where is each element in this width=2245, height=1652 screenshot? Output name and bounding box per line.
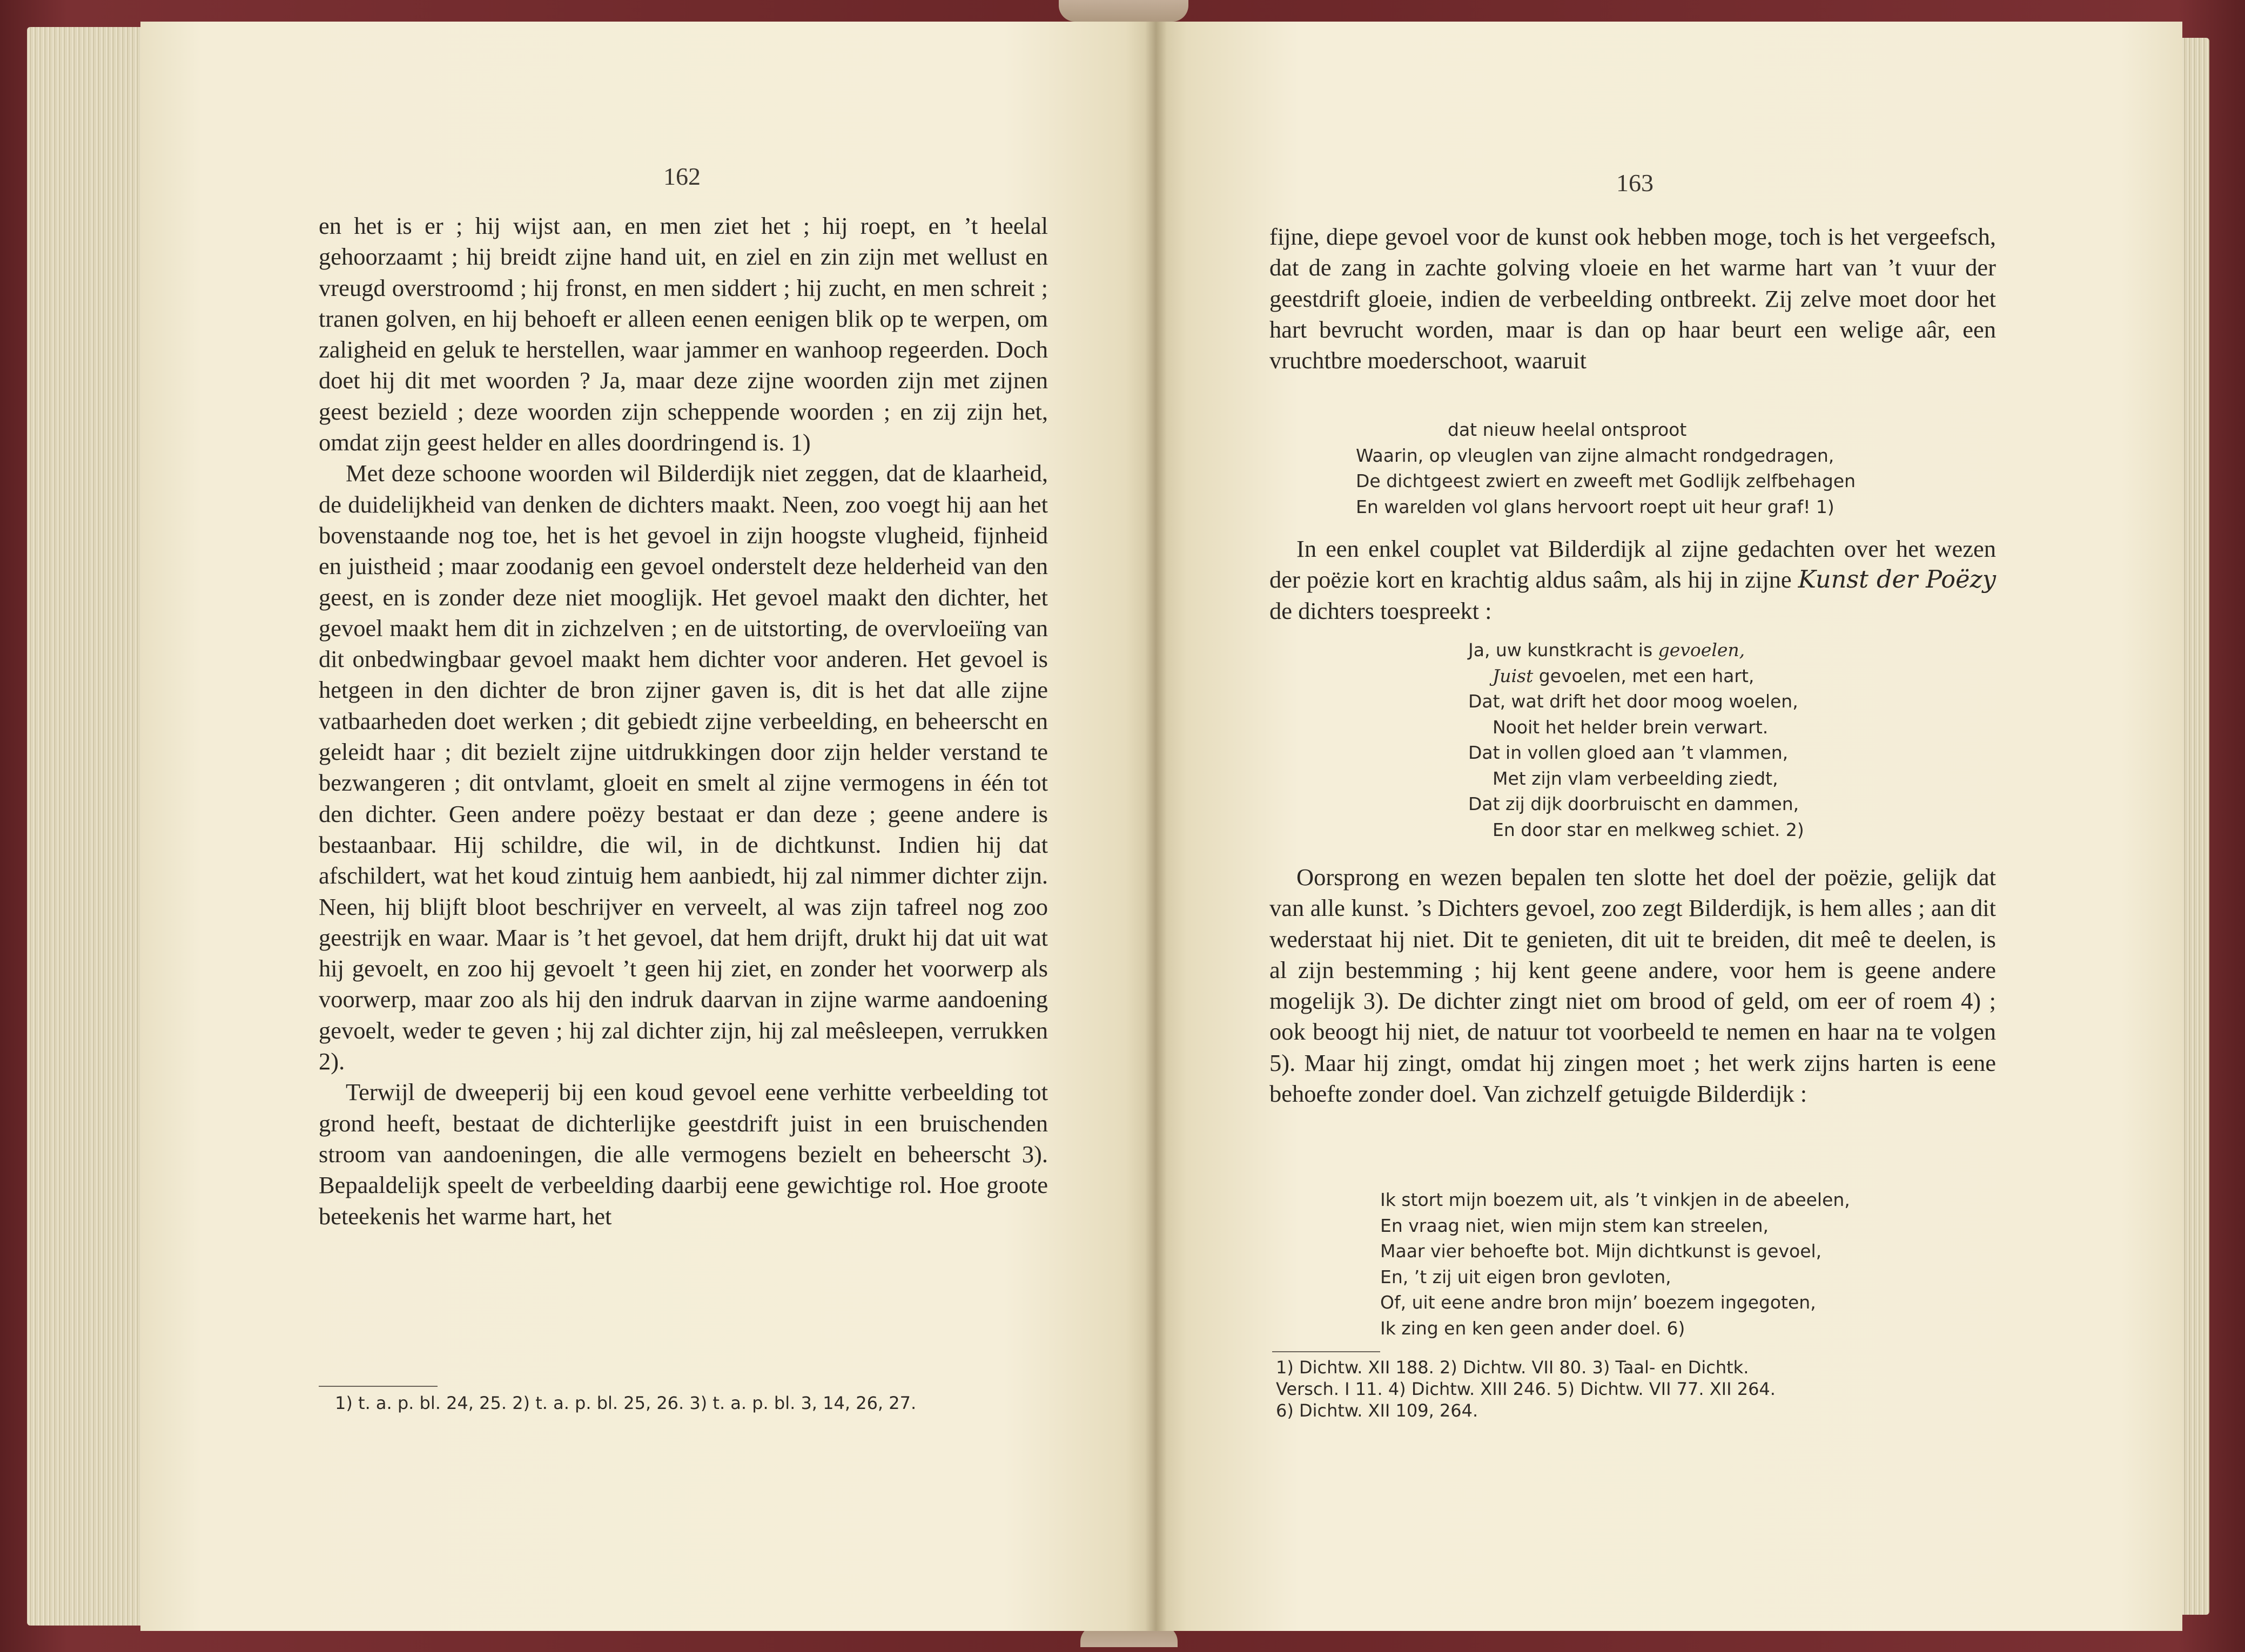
book-gutter	[1145, 22, 1167, 1631]
book-title-kunst-der-poezy: Kunst der Poëzy	[1798, 566, 1997, 594]
verse-3	[1380, 1187, 1850, 1341]
right-footnote-line-1: 1) Dichtw. XII 188. 2) Dichtw. VII 80. 3) Taal- en Dichtk.	[1276, 1357, 1749, 1378]
bookmark-ribbon-top	[1059, 0, 1188, 22]
verse-2	[1468, 637, 1804, 842]
right-paragraph-2-a: In een enkel couplet vat Bilderdijk al zijne gedachten over het wezen der poëzie kort en krachtig aldus saâm, als hij in zijne	[1269, 535, 1996, 594]
verse-1-line-3: De dichtgeest zwiert en zweeft met Godlijk zelfbehagen	[1356, 470, 1856, 491]
right-footnotes	[1276, 1357, 1776, 1421]
verse-2-line-6: Met zijn vlam verbeelding ziedt,	[1493, 767, 1778, 789]
verse-1-line-4: En warelden vol glans hervoort roept uit heur graf! 1)	[1356, 496, 1834, 517]
right-paragraph-3: Oorsprong en wezen bepalen ten slotte het doel der poëzie, gelijk dat van alle kunst. ’s Dichters gevoel, zoo zegt Bilderdijk, is hem alles ; aan dit wederstaat hij niet. Dit te genieten, dit uit te breiden, dit meê te deelen, is al zijn bestemming ; hij kent geene andere, voor hem is geene andere mogelijk 3). De dichter zingt niet om brood of geld, om eer of roem 4) ; ook beoogt hij niet, de natuur tot voorbeeld te nemen en haar na te volgen 5). Maar hij zingt, omdat hij zingen moet ; het werk zijns harten is eene behoefte zonder doel. Van zichzelf getuigde Bilderdijk :	[1269, 864, 1996, 1108]
verse-3-line-3: Maar vier behoefte bot. Mijn dichtkunst is gevoel,	[1380, 1240, 1822, 1262]
left-footnote: 1) t. a. p. bl. 24, 25. 2) t. a. p. bl. 25, 26. 3) t. a. p. bl. 3, 14, 26, 27.	[335, 1393, 917, 1413]
right-page-intro: fijne, diepe gevoel voor de kunst ook hebben moge, toch is het vergeefsch, dat de zang in zachte golving vloeie en het warme hart van ’t vuur der geestdrift gloeie, indien de verbeelding ontbreekt. Zij zelve moet door het hart bevrucht worden, maar is dan op haar beurt een welige aâr, een vruchtbre moederschoot, waaruit	[1269, 223, 1996, 374]
verse-2-line-4: Nooit het helder brein verwart.	[1493, 716, 1769, 738]
page-edges-left	[27, 27, 151, 1626]
right-footnote-line-2: Versch. I 11. 4) Dichtw. XIII 246. 5) Dichtw. VII 77. XII 264.	[1276, 1379, 1776, 1399]
left-paragraph-1: en het is er ; hij wijst aan, en men ziet het ; hij roept, en ’t heelal gehoorzaamt ; hij breidt zijne hand uit, en ziel en zin zijn met wellust en vreugd overstroomd ; hij fronst, en men siddert ; hij zucht, en men schreit ; tranen golven, en hij behoeft er alleen eenen eenigen blik op te werpen, om zaligheid en geluk te herstellen, waar jammer en wanhoop regeerden. Doch doet hij dit met woorden ? Ja, maar deze zijne woorden zijn met zijnen geest bezield ; deze woorden zijn scheppende woorden ; en zij zijn het, omdat zijn geest helder en alles doordringend is. 1)	[319, 212, 1048, 456]
verse-2-line-1: Ja, uw kunstkracht is gevoelen,	[1468, 639, 1745, 660]
verse-2-line-5: Dat in vollen gloed aan ’t vlammen,	[1468, 742, 1789, 763]
verse-3-line-1: Ik stort mijn boezem uit, als ’t vinkjen in de abeelen,	[1380, 1189, 1850, 1210]
right-paragraph-2-b: de dichters toespreekt :	[1269, 597, 1492, 624]
left-paragraph-3: Terwijl de dweeperij bij een koud gevoel eene verhitte verbeelding tot grond heeft, bestaat de dichterlijke geestdrift juist in een bruischenden stroom van aandoeningen, die alle vermogens bezielt en beheerscht 3). Bepaaldelijk speelt de verbeelding daarbij eene gewichtige rol. Hoe groote beteekenis het warme hart, het	[319, 1078, 1048, 1230]
right-paragraph-2	[1269, 534, 1996, 626]
verse-1-line-2: Waarin, op vleuglen van zijne almacht rondgedragen,	[1356, 444, 1834, 466]
verse-1-line-1: dat nieuw heelal ontsproot	[1448, 419, 1687, 440]
right-page-number: 163	[1616, 169, 1653, 197]
left-page-body	[319, 211, 1048, 1232]
right-footnote-rule	[1272, 1351, 1380, 1352]
verse-2-line-7: Dat zij dijk doorbruischt en dammen,	[1468, 793, 1799, 814]
verse-2-line-2: Juist gevoelen, met een hart,	[1493, 665, 1755, 686]
right-footnote-line-3: 6) Dichtw. XII 109, 264.	[1276, 1400, 1478, 1421]
left-paragraph-2: Met deze schoone woorden wil Bilderdijk niet zeggen, dat de klaarheid, de duidelijkheid van denken de dichters maakt. Neen, zoo voegt hij aan het bovenstaande nog toe, het is het gevoel in zijn hoogste vlugheid, fijnheid en juistheid ; maar zoodanig een gevoel onderstelt deze helderheid van den geest, en is zonder deze niet mooglijk. Het gevoel maakt den dichter, het gevoel maakt hem dit in zichzelven ; en de uitstorting, de overvloeiïng van dit onbedwingbaar gevoel maakt hem dichter voor anderen. Het gevoel is hetgeen in den dichter de bron zijner gaven is, dit is het dat alle zijne vatbaarheden doet werken ; dit gebiedt zijne verbeelding, en beheerscht en geleidt haar ; dit bezielt zijne uitdrukkingen door zijn helder verstand te bezwangeren ; dit ontvlamt, gloeit en smelt al zijne vermogens in één tot den dichter. Geen andere poëzy bestaat er dan deze ; geene andere is bestaanbaar. Hij schildre, die wil, in de dichtkunst. Indien hij dat afschildert, wat het koud zintuig hem aanbiedt, hij zal nimmer dichter zijn. Neen, hij blijft bloot beschrijver en verveelt, al was zijn tafreel nog zoo geestrijk en waar. Maar is ’t het gevoel, dat hem drijft, drukt hij dat uit wat hij gevoelt, en zoo hij gevoelt ’t geen hij ziet, en zonder het voorwerp als voorwerp, maar zoo als hij den indruk daarvan in zijne warme aandoening gevoelt, weder te geven ; hij zal dichter zijn, hij zal meêsleepen, verrukken 2).	[319, 460, 1048, 1075]
verse-1	[1356, 417, 1856, 520]
left-page-number: 162	[663, 163, 701, 190]
verse-2-line-3: Dat, wat drift het door moog woelen,	[1468, 691, 1798, 712]
verse-3-line-4: En, ’t zij uit eigen bron gevloten,	[1380, 1266, 1671, 1287]
verse-3-line-6: Ik zing en ken geen ander doel. 6)	[1380, 1317, 1685, 1339]
left-footnote-rule	[319, 1386, 438, 1387]
verse-2-line-8: En door star en melkweg schiet. 2)	[1493, 819, 1804, 840]
verse-3-line-2: En vraag niet, wien mijn stem kan streelen,	[1380, 1215, 1769, 1236]
verse-3-line-5: Of, uit eene andre bron mijn’ boezem ingegoten,	[1380, 1292, 1816, 1313]
